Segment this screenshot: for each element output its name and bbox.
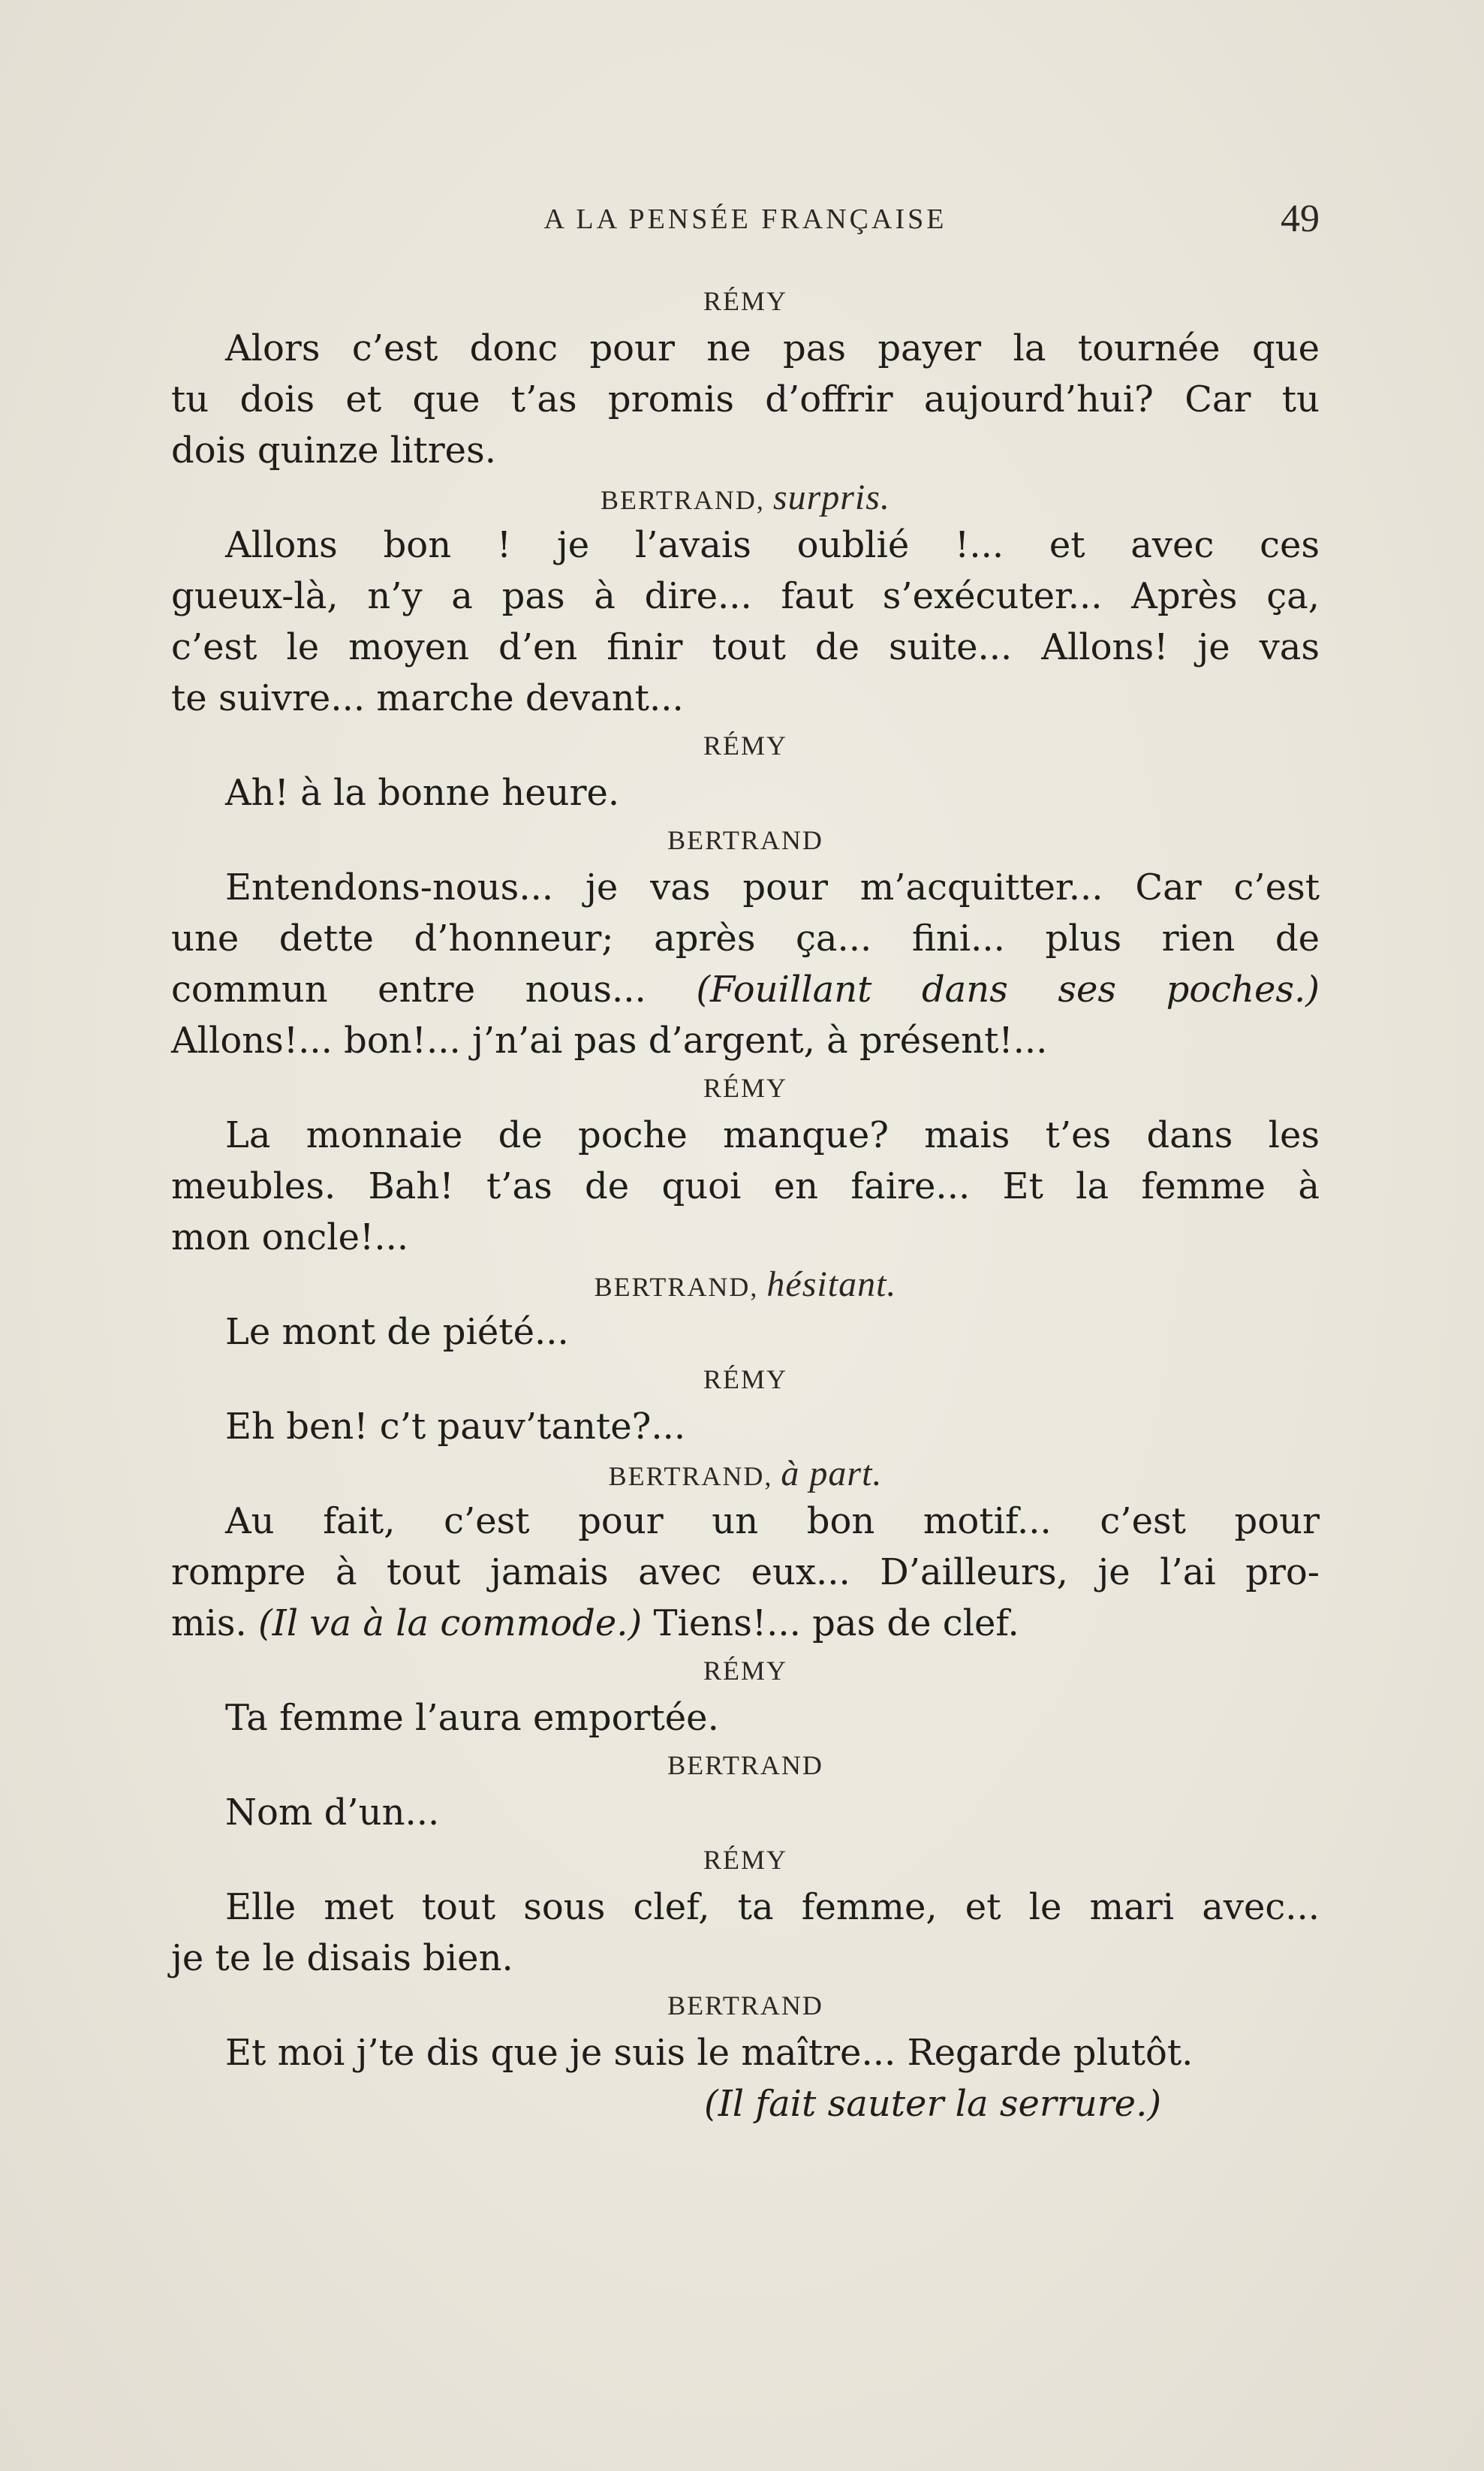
dialogue-line: Allons bon ! je l’avais oublié !... et avec ces (225, 524, 1320, 566)
speaker-name: RÉMY (703, 1364, 787, 1394)
speaker-name: RÉMY (703, 1845, 787, 1875)
dialogue-line: tu dois et que t’as promis d’offrir aujourd’hui? Car tu (171, 378, 1320, 420)
dialogue-line: Eh ben! c’t pauv’tante?... (225, 1406, 686, 1448)
dialogue-line: rompre à tout jamais avec eux... D’ailleurs, je l’ai pro- (171, 1551, 1320, 1593)
play-text (171, 279, 1320, 2129)
running-title: A LA PENSÉE FRANÇAISE (543, 203, 947, 235)
speaker-name: RÉMY (703, 1073, 787, 1103)
speaker-name: RÉMY (703, 1656, 787, 1686)
speaker-name: BERTRAND, (594, 1272, 759, 1302)
dialogue-line: Ta femme l’aura emportée. (225, 1697, 719, 1739)
dialogue-text: commun entre nous... (171, 969, 646, 1011)
dialogue-line: Alors c’est donc pour ne pas payer la tournée que (225, 327, 1320, 369)
dialogue-text: Tiens!... pas de clef. (653, 1602, 1019, 1644)
speaker-heading (171, 1452, 1320, 1496)
stage-direction: (Fouillant dans ses poches.) (696, 969, 1320, 1011)
dialogue-line: je te le disais bien. (171, 1937, 513, 1979)
speaker-name: BERTRAND, (601, 485, 765, 515)
dialogue-line: Ah! à la bonne heure. (225, 772, 620, 814)
dialogue-line: Le mont de piété... (225, 1311, 569, 1353)
dialogue-text: mis. (171, 1602, 247, 1644)
speaker-name: BERTRAND (667, 1990, 823, 2020)
page-header (171, 197, 1320, 249)
dialogue-line: La monnaie de poche manque? mais t’es dans les (225, 1114, 1320, 1156)
dialogue-line: meubles. Bah! t’as de quoi en faire... Et la femme à (171, 1165, 1320, 1207)
speaker-heading (171, 1263, 1320, 1306)
stage-direction: (Il va à la commode.) (258, 1602, 643, 1644)
stage-direction: surpris. (772, 478, 890, 517)
dialogue-line: une dette d’honneur; après ça... fini... plus rien de (171, 918, 1320, 960)
dialogue-line-with-direction (171, 1598, 1320, 1649)
stage-direction: (Il fait sauter la serrure.) (704, 2083, 1162, 2125)
stage-direction: à part. (781, 1454, 883, 1493)
speaker-heading (171, 476, 1320, 520)
dialogue-line-with-direction (171, 964, 1320, 1015)
stage-direction: hésitant. (766, 1264, 897, 1304)
dialogue-line: gueux-là, n’y a pas à dire... faut s’exécuter... Après ça, (171, 575, 1320, 617)
page-number: 49 (1281, 197, 1320, 240)
dialogue-line: c’est le moyen d’en finir tout de suite... Allons! je vas (171, 626, 1320, 668)
dialogue-line: dois quinze litres. (171, 429, 496, 472)
dialogue-line: mon oncle!... (171, 1216, 409, 1258)
dialogue-line: Nom d’un... (225, 1791, 440, 1834)
dialogue-line: Allons!... bon!... j’n’ai pas d’argent, à présent!... (171, 1020, 1048, 1062)
speaker-name: RÉMY (703, 286, 787, 316)
speaker-name: BERTRAND (667, 825, 823, 855)
dialogue-line: Au fait, c’est pour un bon motif... c’est pour (225, 1500, 1320, 1542)
dialogue-line: Entendons-nous... je vas pour m’acquitter... Car c’est (225, 866, 1320, 909)
speaker-name: RÉMY (703, 731, 787, 761)
speaker-name: BERTRAND (667, 1750, 823, 1780)
speaker-name: BERTRAND, (608, 1461, 773, 1491)
dialogue-line: Et moi j’te dis que je suis le maître... Regarde plutôt. (225, 2032, 1194, 2074)
dialogue-line: Elle met tout sous clef, ta femme, et le mari avec... (225, 1886, 1320, 1928)
dialogue-line: te suivre... marche devant... (171, 677, 684, 719)
